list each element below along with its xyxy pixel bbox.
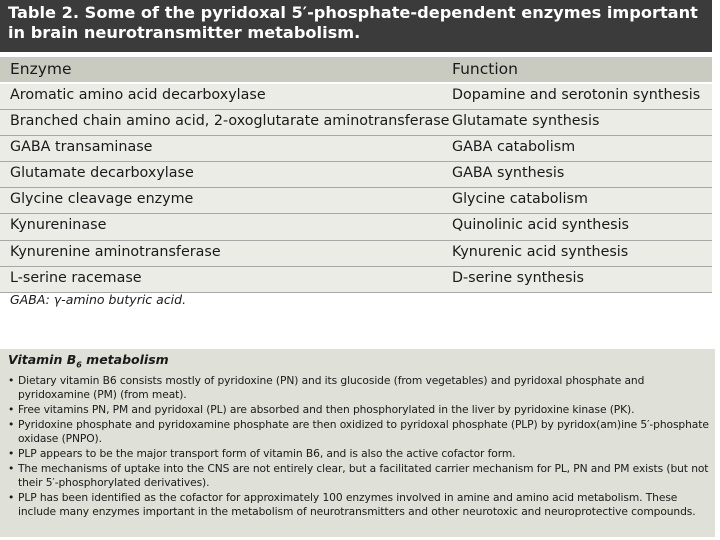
- function-cell: Glycine catabolism: [452, 191, 588, 208]
- table-footnote: GABA: γ-amino butyric acid.: [10, 292, 187, 307]
- enzyme-cell: Aromatic amino acid decarboxylase: [10, 87, 266, 103]
- table-row: [0, 84, 712, 110]
- enzyme-cell: Branched chain amino acid, 2-oxoglutarate aminotransferase: [10, 113, 450, 130]
- table-body: [0, 84, 712, 293]
- enzyme-cell: Kynureninase: [10, 217, 107, 234]
- vitamin-b6-box: [0, 349, 715, 537]
- table-row: [0, 136, 712, 162]
- function-cell: Glutamate synthesis: [452, 113, 600, 130]
- enzyme-cell: Glycine cleavage enzyme: [10, 191, 194, 208]
- enzyme-cell: GABA transaminase: [10, 139, 153, 156]
- bullet-item: • PLP appears to be the major transport form of vitamin B6, and is also the active cofactor form.: [6, 447, 711, 461]
- function-cell: GABA synthesis: [452, 165, 565, 182]
- header-function: Function: [452, 60, 518, 78]
- function-cell: Quinolinic acid synthesis: [452, 217, 629, 234]
- enzyme-cell: Kynurenine aminotransferase: [10, 243, 221, 260]
- box-title-subscript: 6: [76, 360, 82, 370]
- bullet-item: • Pyridoxine phosphate and pyridoxamine phosphate are then oxidized to pyridoxal phosphate (PLP) by pyridox(am)ine 5′-phosphate oxidase (PNPO).: [6, 418, 711, 446]
- table-row: [0, 241, 712, 267]
- table-row: [0, 267, 712, 293]
- enzyme-cell: L-serine racemase: [10, 269, 142, 286]
- bullet-item: • Free vitamins PN, PM and pyridoxal (PL) are absorbed and then phosphorylated in the liver by pyridoxine kinase (PK).: [6, 403, 711, 417]
- function-cell: D-serine synthesis: [452, 269, 584, 286]
- enzyme-cell: Glutamate decarboxylase: [10, 165, 194, 182]
- bullet-item: • The mechanisms of uptake into the CNS are not entirely clear, but a facilitated carrier mechanism for PL, PN and PM exists (but not their 5′-phosphorylated derivatives).: [6, 462, 711, 490]
- function-cell: GABA catabolism: [452, 139, 576, 156]
- table-header: [0, 57, 712, 82]
- table-row: [0, 162, 712, 188]
- table-title: Table 2. Some of the pyridoxal 5′-phosphate-dependent enzymes important in brain neurotransmitter metabolism.: [0, 0, 712, 52]
- bullet-list: [6, 374, 711, 520]
- function-cell: Kynurenic acid synthesis: [452, 243, 629, 260]
- header-enzyme: Enzyme: [10, 60, 72, 78]
- box-title-text: Vitamin B: [8, 352, 77, 367]
- bullet-item: • PLP has been identified as the cofactor for approximately 100 enzymes involved in amine and amino acid metabolism. These include many enzymes important in the metabolism of neurotransmitters and other neurotoxic and neuroprotective compounds.: [6, 491, 711, 519]
- box-title-rest: metabolism: [81, 352, 169, 367]
- bullet-item: • Dietary vitamin B6 consists mostly of pyridoxine (PN) and its glucoside (from vegetables) and pyridoxal phosphate and pyridoxamine (PM) (from meat).: [6, 374, 711, 402]
- table-row: [0, 188, 712, 214]
- box-title: [8, 352, 169, 370]
- table-row: [0, 214, 712, 240]
- function-cell: Dopamine and serotonin synthesis: [452, 87, 701, 103]
- table-row: [0, 110, 712, 136]
